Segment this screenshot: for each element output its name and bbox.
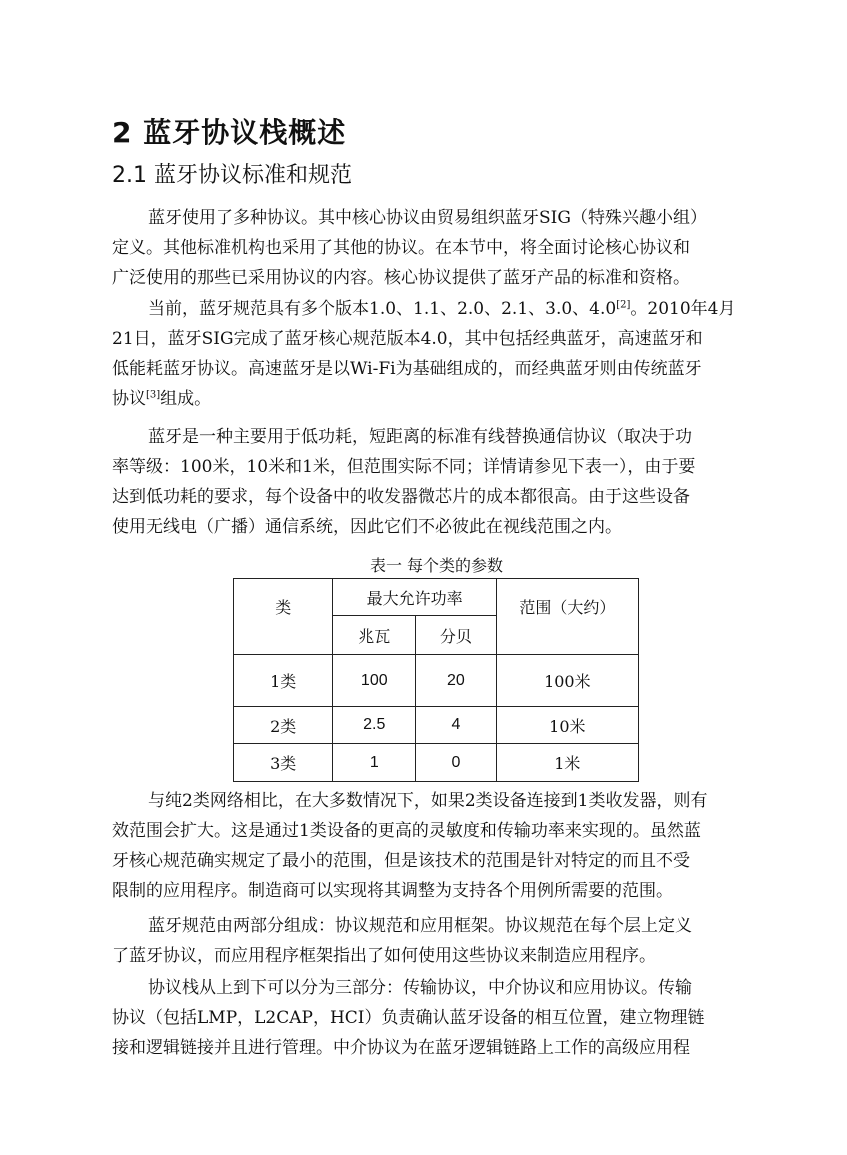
text-line: 限制的应用程序。制造商可以实现将其调整为支持各个用例所需要的范围。: [112, 881, 673, 901]
text-line: 蓝牙是一种主要用于低功耗，短距离的标准有线替换通信协议（取决于功: [148, 427, 692, 447]
cell-mw: 2.5: [333, 707, 416, 744]
text-line: 牙核心规范确实规定了最小的范围，但是该技术的范围是针对特定的而且不受: [112, 851, 690, 871]
citation-ref[interactable]: [2]: [616, 299, 631, 311]
cell-class: 1类: [234, 655, 333, 707]
cell-class: 2类: [234, 707, 333, 744]
text-run: 协议: [112, 389, 146, 409]
paragraph-spec-parts: [112, 911, 762, 971]
cell-mw: 1: [333, 744, 416, 782]
cell-range: 100米: [496, 655, 638, 707]
text-line: 达到低功耗的要求，每个设备中的收发器微芯片的成本都很高。由于这些设备: [112, 487, 690, 507]
table-row: [234, 707, 639, 744]
paragraph-versions: [112, 294, 762, 414]
text-run: 组成。: [160, 389, 212, 409]
header-max-power: 最大允许功率: [333, 579, 496, 616]
paragraph-intro: [112, 203, 762, 293]
paragraph-stack: [112, 973, 762, 1063]
text-line: 协议栈从上到下可以分为三部分：传输协议，中介协议和应用协议。传输: [148, 978, 692, 998]
table-caption: [0, 553, 847, 576]
text-line: 协议（包括LMP，L2CAP，HCI）负责确认蓝牙设备的相互位置，建立物理链: [112, 1008, 705, 1028]
text-line: 蓝牙规范由两部分组成：协议规范和应用框架。协议规范在每个层上定义: [148, 916, 692, 936]
text-line: 接和逻辑链接并且进行管理。中介协议为在蓝牙逻辑链路上工作的高级应用程: [112, 1038, 690, 1058]
header-range: 范围（大约）: [496, 579, 638, 655]
table-row: [234, 744, 639, 782]
text-line: 21日，蓝牙SIG完成了蓝牙核心规范版本4.0，其中包括经典蓝牙，高速蓝牙和: [112, 329, 703, 349]
cell-class: 3类: [234, 744, 333, 782]
text-line: 定义。其他标准机构也采用了其他的协议。在本节中，将全面讨论核心协议和: [112, 238, 690, 258]
text-line: 广泛使用的那些已采用协议的内容。核心协议提供了蓝牙产品的标准和资格。: [112, 268, 690, 288]
cell-range: 10米: [496, 707, 638, 744]
header-unit-mw: 兆瓦: [333, 616, 416, 655]
paragraph-low-power: [112, 422, 762, 542]
citation-ref[interactable]: [3]: [146, 389, 161, 401]
section-heading: 2.1 蓝牙协议标准和规范: [112, 163, 352, 188]
text-run: 当前，蓝牙规范具有多个版本1.0、1.1、2.0、2.1、3.0、4.0: [148, 299, 617, 319]
table-row: [234, 655, 639, 707]
cell-db: 4: [416, 707, 497, 744]
cell-db: 20: [416, 655, 497, 707]
text-line: 率等级：100米，10米和1米，但范围实际不同；详情请参见下表一），由于要: [112, 457, 696, 477]
chapter-heading: 2 蓝牙协议栈概述: [112, 116, 347, 149]
cell-mw: 100: [333, 655, 416, 707]
table-caption-text: 表一 每个类的参数: [369, 556, 504, 575]
text-run: 。2010年4月: [630, 299, 736, 319]
text-line: [112, 384, 762, 414]
class-parameters-table: [233, 578, 639, 782]
text-line: 蓝牙使用了多种协议。其中核心协议由贸易组织蓝牙SIG（特殊兴趣小组）: [148, 208, 707, 228]
text-line: [112, 294, 762, 324]
text-line: 使用无线电（广播）通信系统，因此它们不必彼此在视线范围之内。: [112, 517, 622, 537]
header-unit-db: 分贝: [416, 616, 497, 655]
paragraph-range: [112, 786, 762, 906]
text-line: 低能耗蓝牙协议。高速蓝牙是以Wi-Fi为基础组成的，而经典蓝牙则由传统蓝牙: [112, 359, 702, 379]
cell-db: 0: [416, 744, 497, 782]
text-line: 与纯2类网络相比，在大多数情况下，如果2类设备连接到1类收发器，则有: [148, 791, 708, 811]
cell-range: 1米: [496, 744, 638, 782]
text-line: 了蓝牙协议，而应用程序框架指出了如何使用这些协议来制造应用程序。: [112, 946, 656, 966]
text-line: 效范围会扩大。这是通过1类设备的更高的灵敏度和传输功率来实现的。虽然蓝: [112, 821, 701, 841]
header-class: 类: [234, 579, 333, 655]
